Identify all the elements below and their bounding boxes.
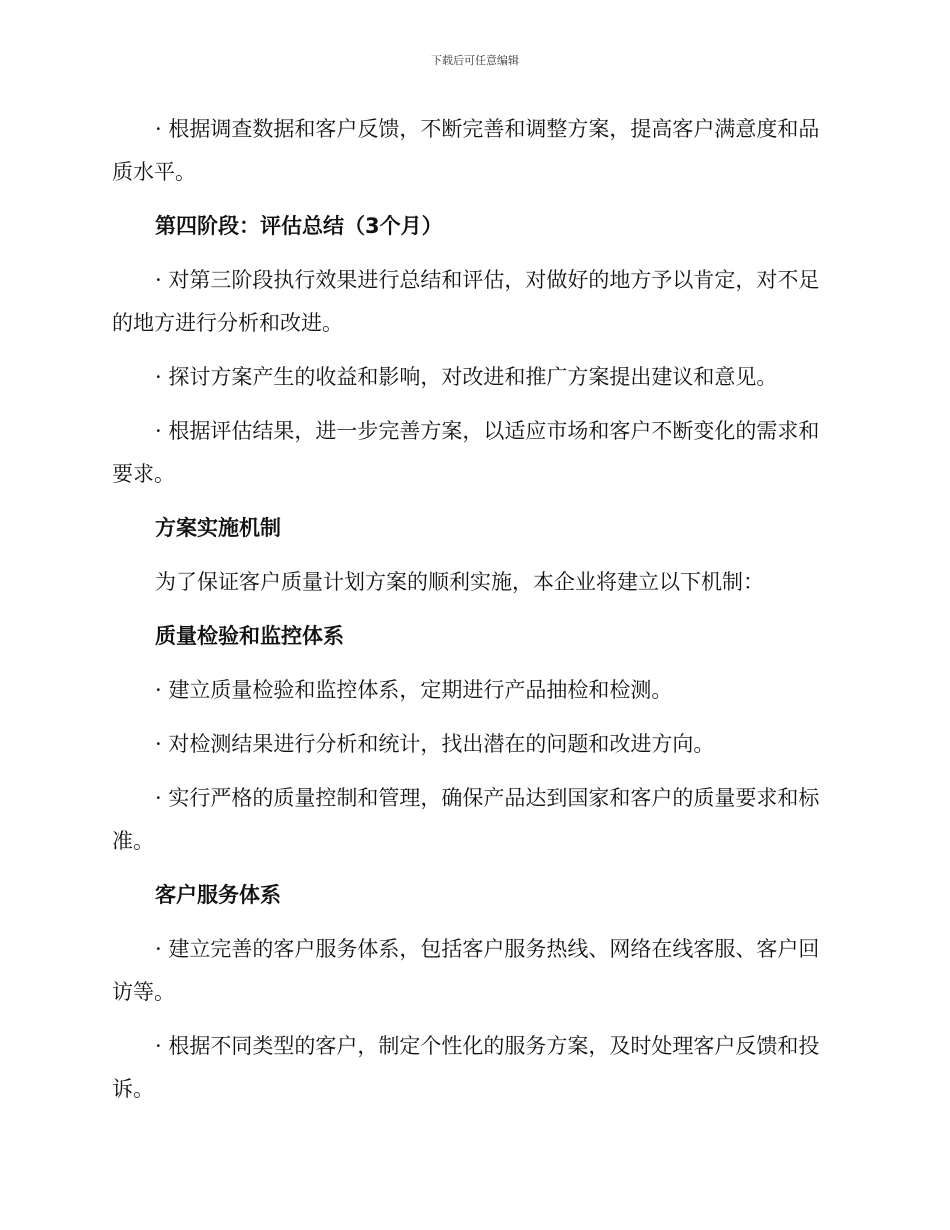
paragraph-quality-control: · 实行严格的质量控制和管理，确保产品达到国家和客户的质量要求和标准。 bbox=[112, 786, 820, 853]
paragraph-evaluation-improve: · 根据评估结果，进一步完善方案，以适应市场和客户不断变化的需求和要求。 bbox=[112, 419, 820, 486]
paragraph-phase-three-review: · 对第三阶段执行效果进行总结和评估，对做好的地方予以肯定，对不足的地方进行分析和改进。 bbox=[112, 268, 820, 335]
heading-implementation-mechanism: 方案实施机制 bbox=[155, 516, 281, 540]
paragraph-inspection-system: · 建立质量检验和监控体系，定期进行产品抽检和检测。 bbox=[155, 678, 673, 702]
paragraph-service-system: · 建立完善的客户服务体系，包括客户服务热线、网络在线客服、客户回访等。 bbox=[112, 937, 820, 1004]
heading-quality-inspection: 质量检验和监控体系 bbox=[155, 624, 344, 648]
paragraph-benefits-discussion: · 探讨方案产生的收益和影响，对改进和推广方案提出建议和意见。 bbox=[155, 365, 778, 389]
document-body bbox=[112, 108, 822, 1122]
paragraph-survey-feedback: · 根据调查数据和客户反馈，不断完善和调整方案，提高客户满意度和品质水平。 bbox=[112, 117, 820, 184]
heading-customer-service: 客户服务体系 bbox=[155, 883, 281, 907]
paragraph-result-analysis: · 对检测结果进行分析和统计，找出潜在的问题和改进方向。 bbox=[155, 732, 715, 756]
page-header-note: 下载后可任意编辑 bbox=[431, 54, 519, 67]
paragraph-personalized-service: · 根据不同类型的客户，制定个性化的服务方案，及时处理客户反馈和投诉。 bbox=[112, 1034, 820, 1101]
heading-phase-four: 第四阶段：评估总结（3个月） bbox=[155, 214, 443, 238]
paragraph-mechanism-intro: 为了保证客户质量计划方案的顺利实施，本企业将建立以下机制： bbox=[155, 570, 764, 594]
